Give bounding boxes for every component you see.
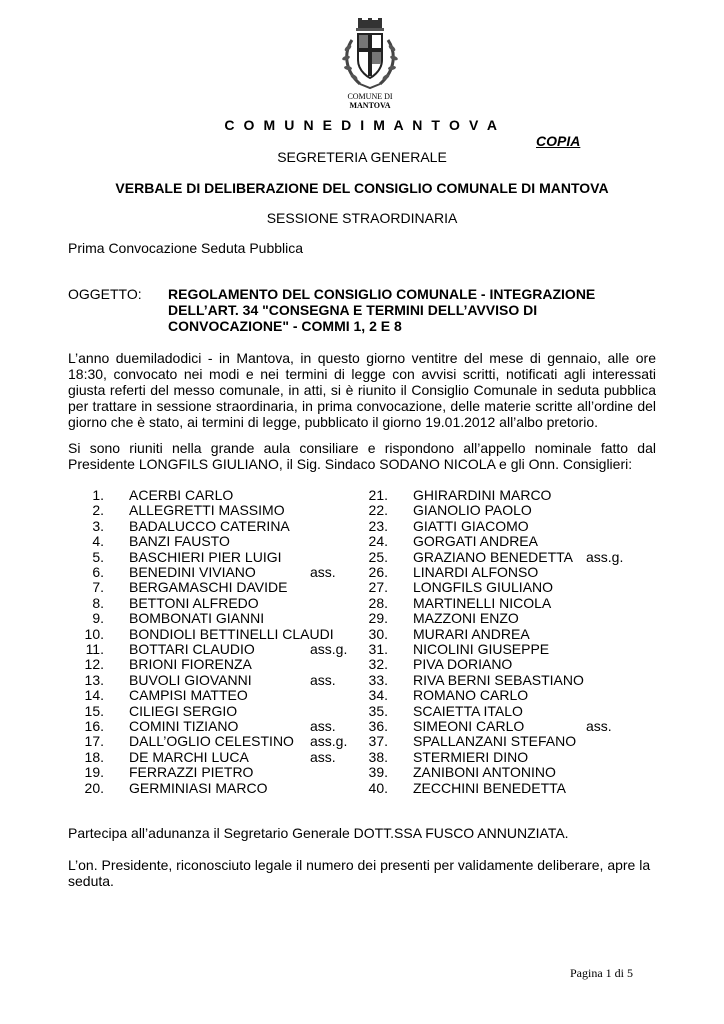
comune-logo (338, 18, 402, 112)
segreteria-heading: SEGRETERIA GENERALE (277, 149, 447, 165)
councillor-name: LINARDI ALFONSO (413, 564, 539, 580)
riuniti-paragraph: Si sono riuniti nella grande aula consiliare e rispondono all’appello nominale fatto dal Presidente LONGFILS GIULIANO, il Sig. Sindaco SODANO NICOLA e gli Onn. Consiglieri: (68, 440, 656, 472)
councillor-number: 32. (368, 656, 388, 673)
councillor-name: MURARI ANDREA (413, 625, 530, 642)
councillor-row (0, 550, 724, 565)
councillor-number: 40. (368, 779, 388, 796)
page-number: Pagina 1 di 5 (570, 966, 633, 980)
councillor-number: 24. (368, 533, 388, 550)
councillor-number: 16. (84, 718, 104, 734)
councillor-row (0, 781, 724, 796)
absence-note: ass. (586, 718, 612, 734)
councillor-number: 11. (85, 641, 104, 657)
councillor-name: CILIEGI SERGIO (129, 702, 238, 719)
councillor-name: RIVA BERNI SEBASTIANO (413, 671, 584, 688)
logo-text-line2: MANTOVA (349, 101, 391, 110)
sessione-heading: SESSIONE STRAORDINARIA (266, 210, 458, 226)
councillor-number: 3. (92, 517, 104, 534)
absence-note: ass. (310, 748, 336, 765)
councillor-number: 19. (84, 764, 104, 781)
councillor-name: GRAZIANO BENEDETTA (413, 548, 573, 565)
councillor-number: 6. (92, 564, 104, 580)
councillor-name: BUVOLI GIOVANNI (129, 671, 252, 688)
absence-note: ass.g. (310, 641, 348, 657)
councillor-number: 25. (368, 548, 388, 565)
councillor-number: 23. (368, 517, 388, 534)
councillor-number: 4. (92, 533, 104, 550)
councillor-number: 33. (368, 671, 388, 688)
councillor-number: 27. (368, 579, 388, 596)
councillor-row (0, 534, 724, 549)
councillor-row (0, 503, 724, 518)
absence-note: ass. (310, 671, 336, 688)
partecipa-paragraph: Partecipa all’adunanza il Segretario Generale DOTT.SSA FUSCO ANNUNZIATA. (68, 825, 569, 841)
councillor-number: 22. (368, 502, 388, 519)
councillor-number: 34. (368, 687, 388, 704)
councillor-name: GORGATI ANDREA (413, 533, 538, 550)
councillor-name: GIATTI GIACOMO (413, 517, 529, 534)
councillor-number: 36. (368, 718, 388, 734)
councillor-name: BONDIOLI BETTINELLI CLAUDI (129, 625, 334, 642)
councillor-row (0, 750, 724, 765)
councillor-name: PIVA DORIANO (413, 656, 513, 673)
absence-note: ass.g. (586, 548, 624, 565)
councillor-number: 26. (368, 564, 388, 580)
councillor-row (0, 642, 724, 657)
oggetto-text: REGOLAMENTO DEL CONSIGLIO COMUNALE - INTEGRAZIONE DELL’ART. 34 "CONSEGNA E TERMINI DELL’AVVISO DI CONVOCAZIONE" - COMMI 1, 2 E 8 (168, 286, 596, 334)
councillor-number: 29. (368, 610, 388, 627)
councillor-name: ACERBI CARLO (129, 487, 234, 503)
councillor-number: 5. (92, 548, 104, 565)
councillor-name: ZANIBONI ANTONINO (413, 764, 556, 781)
councillor-row (0, 719, 724, 734)
verbale-heading: VERBALE DI DELIBERAZIONE DEL CONSIGLIO COMUNALE DI MANTOVA (115, 180, 609, 196)
councillor-name: BRIONI FIORENZA (129, 656, 252, 673)
councillor-number: 31. (368, 641, 388, 657)
councillor-name: STERMIERI DINO (413, 748, 529, 765)
absence-note: ass. (310, 718, 336, 734)
councillor-name: GHIRARDINI MARCO (413, 487, 552, 503)
councillor-number: 17. (84, 733, 104, 750)
councillor-row (0, 611, 724, 626)
councillor-number: 21. (368, 487, 388, 503)
councillor-name: BASCHIERI PIER LUIGI (129, 548, 282, 565)
councillor-name: BOMBONATI GIANNI (129, 610, 265, 627)
councillor-number: 15. (84, 702, 104, 719)
councillor-name: SCAIETTA ITALO (413, 702, 523, 719)
councillor-row (0, 765, 724, 780)
councillor-number: 13. (84, 671, 104, 688)
councillor-row (0, 734, 724, 749)
councillor-number: 38. (368, 748, 388, 765)
councillor-row (0, 519, 724, 534)
presidente-paragraph: L’on. Presidente, riconosciuto legale il numero dei presenti per validamente deliberare, apre la seduta. (68, 857, 651, 889)
absence-note: ass.g. (310, 733, 348, 750)
councillor-name: NICOLINI GIUSEPPE (413, 641, 550, 657)
councillor-number: 18. (84, 748, 104, 765)
councillor-number: 39. (368, 764, 388, 781)
councillor-number: 35. (368, 702, 388, 719)
councillor-name: SIMEONI CARLO (413, 718, 525, 734)
councillor-row (0, 580, 724, 595)
logo-text-line1: COMUNE DI (347, 92, 393, 101)
councillor-name: BANZI FAUSTO (129, 533, 230, 550)
councillor-number: 10. (84, 625, 104, 642)
councillor-row (0, 565, 724, 580)
councillor-name: BERGAMASCHI DAVIDE (129, 579, 288, 596)
councillor-name: DE MARCHI LUCA (129, 748, 249, 765)
councillor-name: GERMINIASI MARCO (129, 779, 268, 796)
absence-note: ass. (310, 564, 336, 580)
councillor-number: 14. (84, 687, 104, 704)
councillor-name: BETTONI ALFREDO (129, 594, 259, 611)
councillor-name: GIANOLIO PAOLO (413, 502, 532, 519)
councillor-number: 7. (92, 579, 104, 596)
councillor-name: COMINI TIZIANO (129, 718, 239, 734)
convocazione-text: Prima Convocazione Seduta Pubblica (68, 240, 304, 256)
councillor-number: 9. (92, 610, 104, 627)
councillor-row (0, 488, 724, 503)
councillor-name: ZECCHINI BENEDETTA (413, 779, 566, 796)
councillor-name: FERRAZZI PIETRO (129, 764, 254, 781)
coat-of-arms-icon (338, 18, 402, 92)
document-title: C O M U N E D I M A N T O V A (224, 117, 500, 133)
councillor-name: MARTINELLI NICOLA (413, 594, 552, 611)
councillor-row (0, 673, 724, 688)
councillor-name: BENEDINI VIVIANO (129, 564, 256, 580)
councillor-name: ALLEGRETTI MASSIMO (129, 502, 285, 519)
councillor-row (0, 657, 724, 672)
councillor-row (0, 596, 724, 611)
councillor-name: LONGFILS GIULIANO (413, 579, 554, 596)
councillor-number: 37. (368, 733, 388, 750)
councillor-number: 1. (92, 487, 104, 503)
councillor-number: 12. (84, 656, 104, 673)
councillor-name: ROMANO CARLO (413, 687, 529, 704)
councillor-name: BOTTARI CLAUDIO (129, 641, 255, 657)
councillor-number: 28. (368, 594, 388, 611)
councillor-number: 30. (368, 625, 388, 642)
councillor-name: SPALLANZANI STEFANO (413, 733, 577, 750)
councillor-name: BADALUCCO CATERINA (129, 517, 290, 534)
councillor-number: 20. (84, 779, 104, 796)
councillor-row (0, 627, 724, 642)
councillor-name: DALL’OGLIO CELESTINO (129, 733, 294, 750)
councillor-number: 8. (92, 594, 104, 611)
councillor-row (0, 688, 724, 703)
intro-paragraph: L’anno duemiladodici - in Mantova, in questo giorno ventitre del mese di gennaio, alle ore 18:30, convocato nei modi e nei termini di legge con avvisi scritti, notificati agli interessati giusta referti del messo comunale, in atti, si è riunito il Consiglio Comunale in seduta pubblica per trattare in sessione straordinaria, in prima convocazione, delle materie scritte all’ordine del giorno che è stato, ai termini di legge, pubblicato il giorno 19.01.2012 all’albo pretorio. (68, 350, 656, 430)
oggetto-label: OGGETTO: (68, 286, 142, 302)
councillor-name: MAZZONI ENZO (413, 610, 519, 627)
copia-label: COPIA (536, 133, 581, 149)
councillor-name: CAMPISI MATTEO (129, 687, 248, 704)
councillor-number: 2. (92, 502, 104, 519)
councillor-row (0, 704, 724, 719)
